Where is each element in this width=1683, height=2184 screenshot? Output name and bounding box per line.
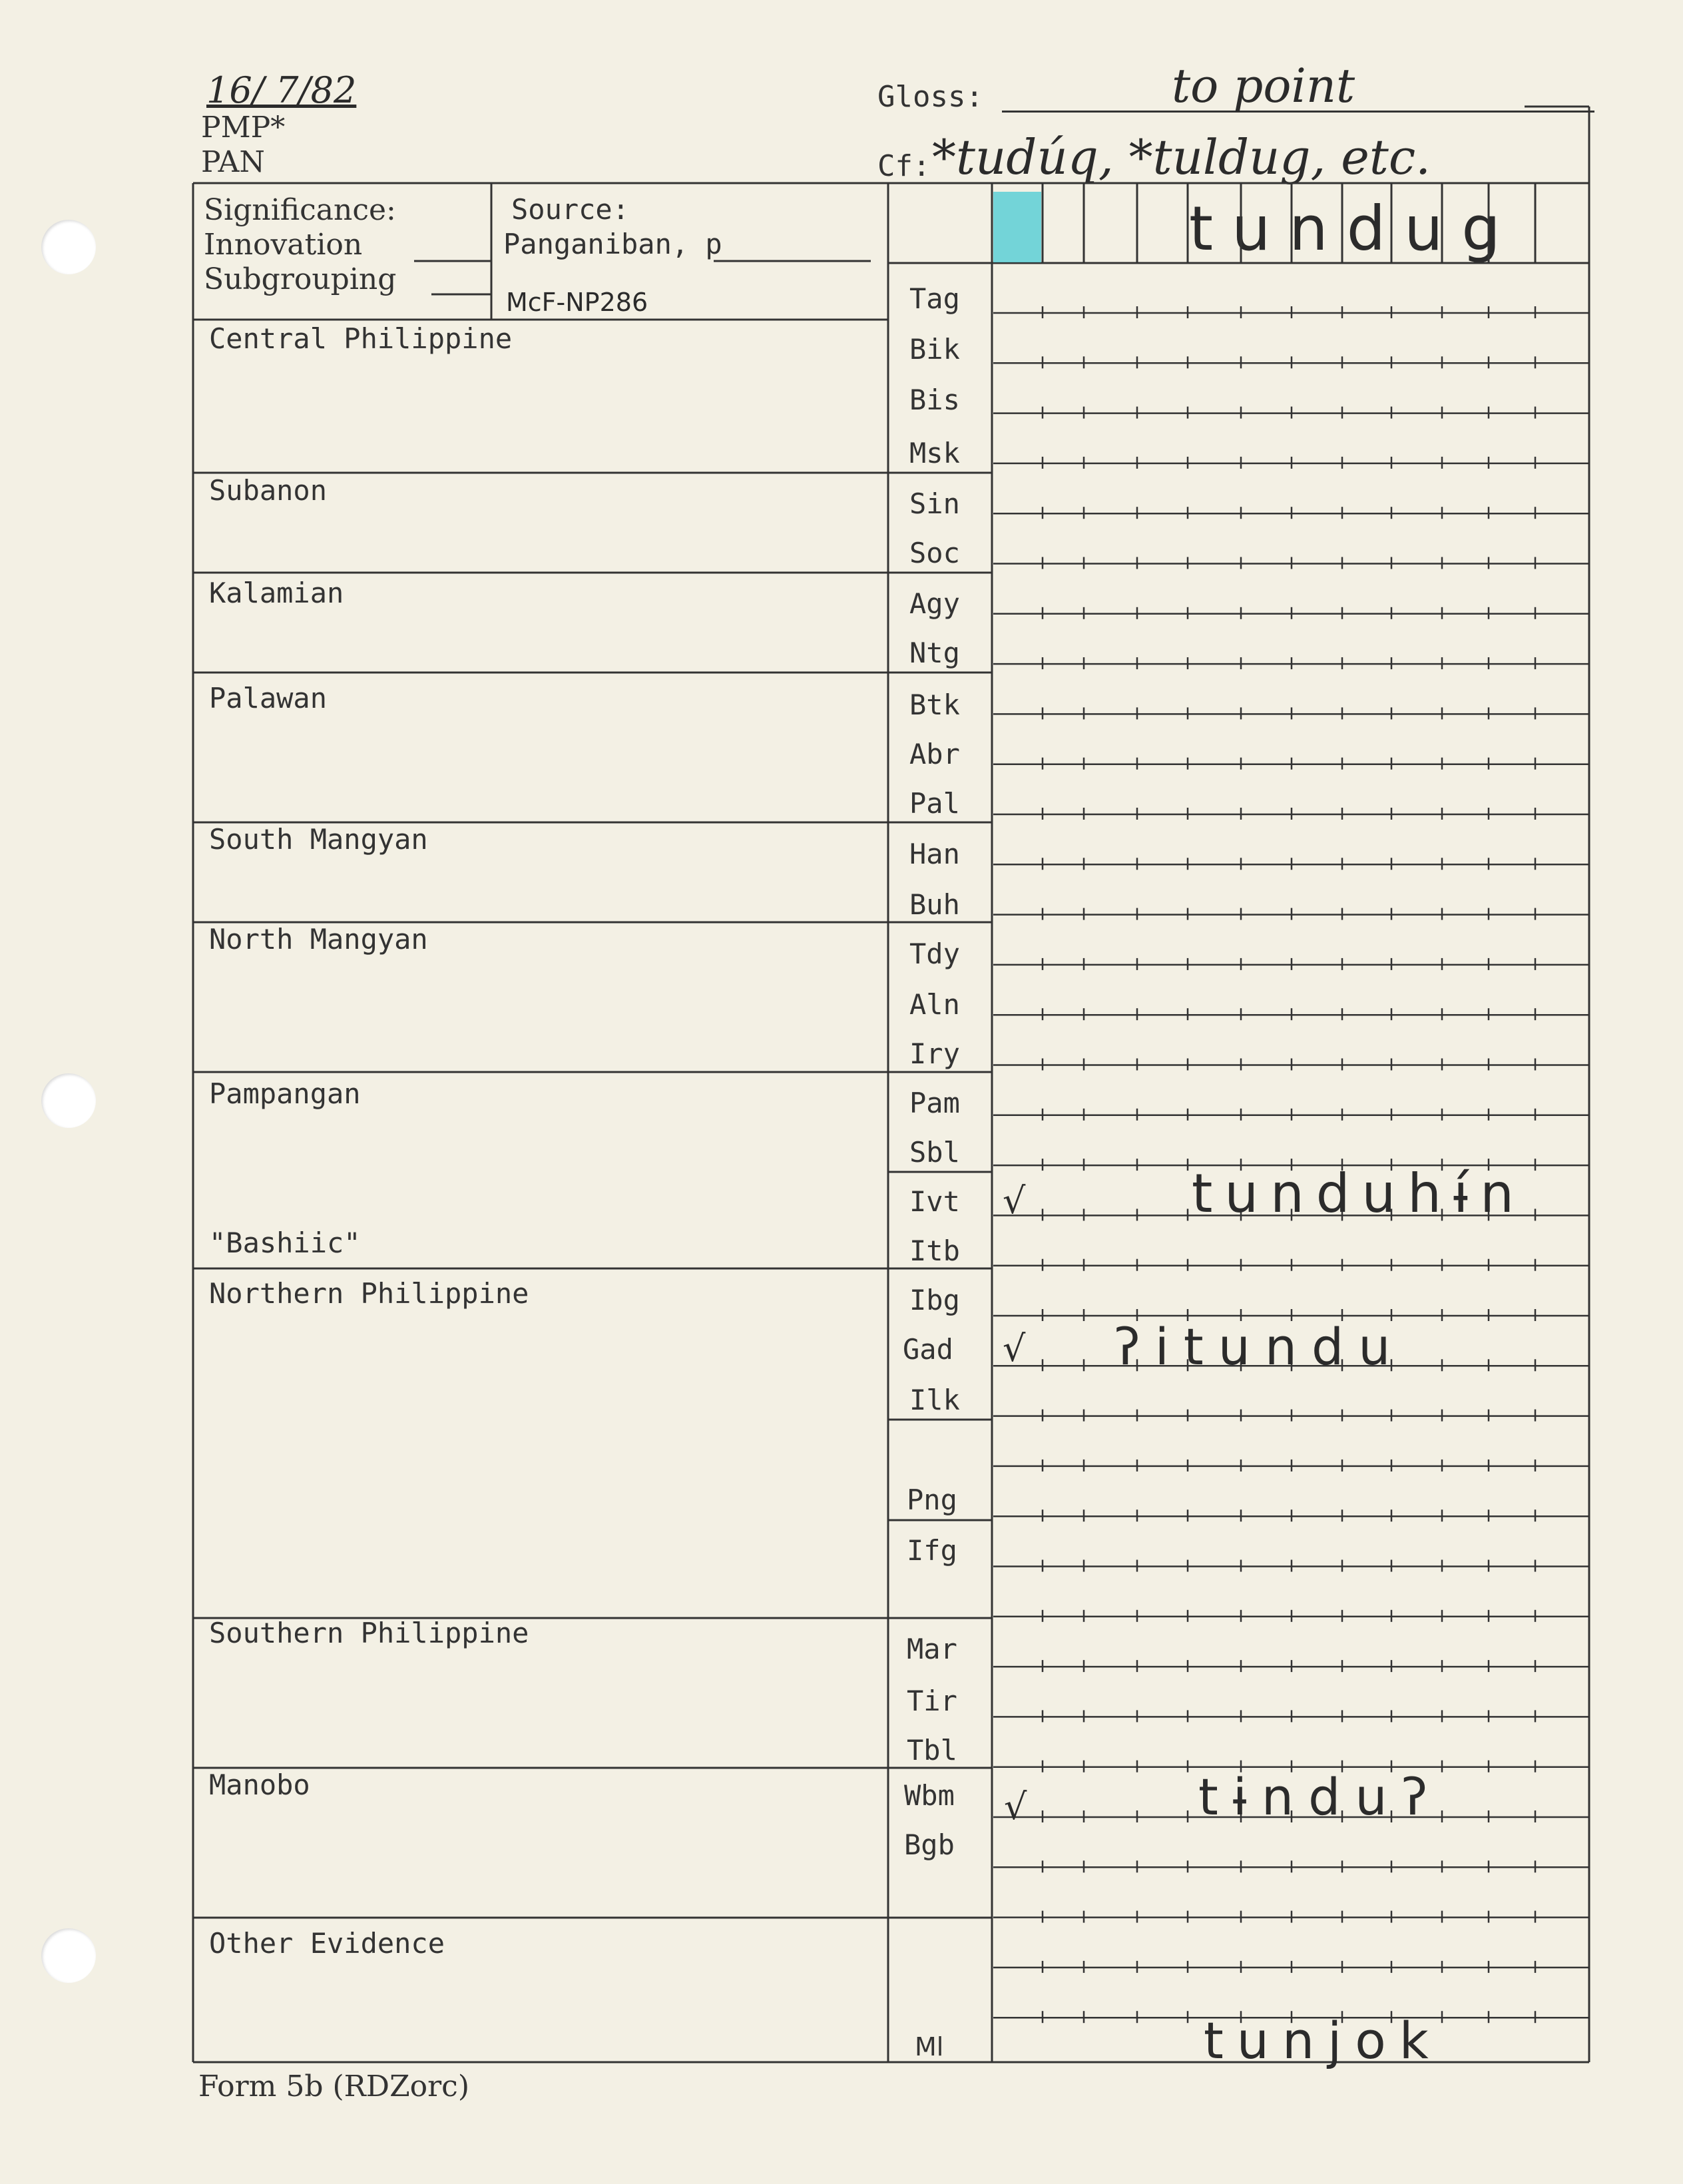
group-kalamian: Kalamian	[209, 577, 344, 609]
lang-han: Han	[909, 838, 960, 870]
lang-sbl: Sbl	[909, 1136, 960, 1169]
lang-ilk: Ilk	[909, 1384, 960, 1416]
lang-ntg: Ntg	[909, 637, 960, 669]
lang-png: Png	[907, 1484, 957, 1516]
entry-check-western-bukidnon-manobo: √	[1004, 1786, 1027, 1828]
source-label: Source:	[511, 193, 630, 226]
lang-gad: Gad	[903, 1333, 953, 1366]
cf-value: *tudúq, *tuldug, etc.	[932, 129, 1431, 185]
lang-ifg: Ifg	[907, 1534, 957, 1567]
group-southern-philippine: Southern Philippine	[209, 1617, 529, 1649]
lang-tir: Tir	[907, 1685, 957, 1717]
significance-label: Significance:	[204, 193, 396, 227]
group-palawan: Palawan	[209, 682, 328, 714]
group-north-mangyan: North Mangyan	[209, 923, 428, 956]
lang-iry: Iry	[909, 1037, 960, 1070]
lang-soc: Soc	[909, 537, 960, 569]
source-note: McF-NP286	[506, 288, 648, 317]
lang-ibg: Ibg	[909, 1284, 960, 1316]
gloss-label: Gloss:	[877, 80, 983, 114]
group-central-philippine: Central Philippine	[209, 322, 513, 355]
entry-form-ivatan: tunduhɨ́n	[1192, 1163, 1526, 1225]
lang-buh: Buh	[909, 888, 960, 921]
group-manobo: Manobo	[209, 1769, 310, 1801]
reconstruction: tundug	[1189, 193, 1519, 264]
lang-mar: Mar	[907, 1633, 957, 1665]
lang-tbl: Tbl	[907, 1734, 957, 1767]
lang-btk: Btk	[909, 688, 960, 721]
gloss-value: to point	[1172, 59, 1355, 113]
lang-tag: Tag	[909, 282, 960, 315]
entry-form-gaddang: ʔitundu	[1114, 1317, 1405, 1376]
form-footer: Form 5b (RDZorc)	[198, 2069, 469, 2103]
group-south-mangyan: South Mangyan	[209, 823, 428, 856]
lang-abr: Abr	[909, 738, 960, 770]
lang-msk: Msk	[909, 437, 960, 469]
group-northern-philippine: Northern Philippine	[209, 1277, 529, 1310]
lang-bis: Bis	[909, 384, 960, 416]
subgrouping-label: Subgrouping	[204, 262, 397, 296]
entry-form-western-bukidnon-manobo: tɨnduʔ	[1198, 1767, 1443, 1826]
innovation-label: Innovation	[204, 228, 363, 262]
lang-aln: Aln	[909, 988, 960, 1021]
lang-sin: Sin	[909, 487, 960, 520]
lang-agy: Agy	[909, 587, 960, 620]
lang-wbm: Wbm	[904, 1779, 955, 1812]
group-pampangan: Pampangan	[209, 1077, 361, 1110]
entry-form-malay: tunjok	[1204, 2011, 1442, 2070]
date: 16/ 7/82	[206, 69, 357, 111]
lang-bik: Bik	[909, 333, 960, 366]
group-bashiic: "Bashiic"	[209, 1227, 361, 1259]
entry-check-gaddang: √	[1003, 1328, 1026, 1370]
level-pan: PAN	[201, 145, 265, 179]
group-other-evidence: Other Evidence	[209, 1927, 445, 1960]
source-value: Panganiban, p	[503, 228, 722, 260]
level-pmp: PMP*	[201, 111, 286, 144]
lang-bgb: Bgb	[904, 1828, 955, 1861]
lang-pam: Pam	[909, 1087, 960, 1119]
lang-ivt: Ivt	[909, 1185, 960, 1218]
lang-tdy: Tdy	[909, 938, 960, 970]
lang-ml: Ml	[915, 2032, 944, 2061]
entry-check-ivatan: √	[1003, 1180, 1026, 1222]
lang-itb: Itb	[909, 1234, 960, 1267]
group-subanon: Subanon	[209, 474, 328, 507]
cf-label: Cf:	[877, 149, 931, 183]
lang-pal: Pal	[909, 787, 960, 820]
